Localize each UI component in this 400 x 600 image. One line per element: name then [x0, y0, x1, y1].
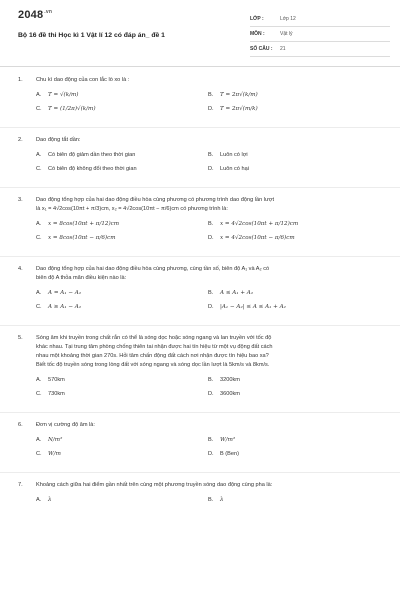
option-row	[36, 220, 390, 234]
question-text: Sóng âm khi truyền trong chất rắn có thể là sóng dọc hoặc sóng ngang và lan truyền với tốc độ	[36, 335, 272, 341]
question-spacer	[0, 128, 400, 136]
option-text: 730km	[48, 391, 65, 397]
options	[36, 289, 390, 317]
question-text: Đơn vị cường độ âm là:	[36, 422, 95, 428]
question-text: Dao động tắt dần:	[36, 137, 81, 143]
question-line	[18, 343, 390, 352]
option-letter: A.	[36, 290, 42, 296]
question-line	[18, 205, 390, 214]
question-spacer	[0, 473, 400, 481]
question-text: là x₁ = 4√2cos(10πt + π/3)cm, x₂ = 4√2cos(10πt − π/6)cm có phương trình là:	[36, 206, 228, 212]
options	[36, 376, 390, 404]
meta-value: 21	[280, 46, 286, 52]
question-number	[18, 205, 36, 214]
answer-option[interactable]	[36, 220, 208, 234]
question-spacer	[0, 413, 400, 421]
option-row	[36, 91, 390, 105]
option-letter: A.	[36, 497, 42, 503]
answer-option[interactable]	[36, 91, 208, 105]
option-row	[36, 376, 390, 390]
question-text: Dao động tổng hợp của hai dao động điều hòa cùng phương, cùng tần số, biên độ A₁ và A₂ có	[36, 266, 270, 272]
question-spacer	[0, 119, 400, 127]
options	[36, 91, 390, 119]
question-spacer	[0, 404, 400, 412]
option-letter: B.	[208, 92, 214, 98]
options	[36, 436, 390, 464]
option-row	[36, 105, 390, 119]
option-letter: D.	[208, 391, 214, 397]
option-row	[36, 450, 390, 464]
option-letter: A.	[36, 377, 42, 383]
question-spacer	[0, 317, 400, 325]
question-spacer	[0, 179, 400, 187]
question-spacer	[0, 464, 400, 472]
option-text: λ	[220, 497, 224, 503]
option-row	[36, 234, 390, 248]
question-line	[18, 421, 390, 430]
meta-row-class	[250, 12, 390, 27]
question-item	[18, 334, 390, 404]
answer-option[interactable]	[208, 220, 380, 234]
answer-option[interactable]	[208, 165, 380, 179]
option-text: 3600km	[220, 391, 240, 397]
meta-row-count	[250, 42, 390, 57]
option-row	[36, 436, 390, 450]
question-list	[0, 76, 400, 510]
question-text: Dao động tổng hợp của hai dao động điều hòa cùng phương có phương trình dao động lần lượt	[36, 197, 275, 203]
answer-option[interactable]	[208, 234, 380, 248]
option-letter: D.	[208, 235, 214, 241]
meta-table	[250, 12, 390, 57]
option-letter: D.	[208, 304, 214, 310]
option-text: T = (1/2π)√(k/m)	[48, 106, 96, 112]
question-line	[18, 334, 390, 343]
question-number: 4.	[18, 266, 23, 272]
site-logo[interactable]	[18, 9, 52, 21]
answer-option[interactable]	[36, 436, 208, 450]
question-number	[18, 274, 36, 283]
option-text: Có biên độ giảm dần theo thời gian	[48, 152, 136, 158]
answer-option[interactable]	[208, 91, 380, 105]
answer-option[interactable]	[36, 496, 208, 510]
option-text: W/m	[48, 451, 61, 457]
option-text: Luôn có lợi	[220, 152, 248, 158]
option-letter: A.	[36, 437, 42, 443]
question-spacer	[0, 326, 400, 334]
answer-option[interactable]	[36, 303, 208, 317]
option-row	[36, 390, 390, 404]
answer-option[interactable]	[36, 390, 208, 404]
answer-option[interactable]	[36, 165, 208, 179]
question-number: 5.	[18, 335, 23, 341]
question-number: 2.	[18, 137, 23, 143]
option-row	[36, 496, 390, 510]
question-line	[18, 352, 390, 361]
option-letter: D.	[208, 166, 214, 172]
question-number: 3.	[18, 197, 23, 203]
question-number	[18, 352, 36, 361]
answer-option[interactable]	[36, 105, 208, 119]
option-text: T = √(k/m)	[48, 92, 79, 98]
answer-option[interactable]	[36, 376, 208, 390]
option-letter: B.	[208, 497, 214, 503]
option-text: Luôn có hại	[220, 166, 249, 172]
option-text: A ≥ A₁ − A₂	[48, 304, 82, 310]
question-line	[18, 136, 390, 145]
question-line	[18, 274, 390, 283]
meta-key: MÔN :	[250, 31, 265, 37]
document-title: Bộ 16 đề thi Học kì 1 Vật lí 12 có đáp án_ đề 1	[18, 32, 165, 39]
question-item	[18, 421, 390, 464]
question-number	[18, 343, 36, 352]
question-spacer	[0, 248, 400, 256]
option-text: Có biên độ không đổi theo thời gian	[48, 166, 137, 172]
options	[36, 496, 390, 510]
question-item	[18, 136, 390, 179]
option-letter: C.	[36, 304, 42, 310]
answer-option[interactable]	[36, 151, 208, 165]
meta-key: LỚP :	[250, 16, 264, 22]
option-text: λ	[48, 497, 52, 503]
question-item	[18, 76, 390, 119]
question-line	[18, 265, 390, 274]
option-letter: B.	[208, 377, 214, 383]
answer-option[interactable]	[208, 303, 380, 317]
option-letter: C.	[36, 451, 42, 457]
page-header	[0, 0, 400, 62]
answer-option[interactable]	[208, 105, 380, 119]
options	[36, 220, 390, 248]
question-spacer	[0, 257, 400, 265]
option-letter: B.	[208, 437, 214, 443]
option-text: T = 2π√(m/k)	[220, 106, 258, 112]
question-spacer	[0, 188, 400, 196]
option-text: 570km	[48, 377, 65, 383]
option-letter: A.	[36, 152, 42, 158]
meta-value: Lớp 12	[280, 16, 296, 22]
options	[36, 151, 390, 179]
question-number: 7.	[18, 482, 23, 488]
option-row	[36, 303, 390, 317]
option-text: A = A₁ − A₂	[48, 290, 82, 296]
question-line	[18, 481, 390, 490]
option-text: 3200km	[220, 377, 240, 383]
option-row	[36, 165, 390, 179]
answer-option[interactable]	[208, 390, 380, 404]
question-text: Khoảng cách giữa hai điểm gần nhất trên cùng một phương truyền sóng dao động cùng pha là:	[36, 482, 273, 488]
option-text: x = 4√2cos(10πt + π/12)cm	[220, 221, 299, 227]
option-text: x = 8cos(10πt + π/12)cm	[48, 221, 120, 227]
option-letter: B.	[208, 290, 214, 296]
option-letter: C.	[36, 166, 42, 172]
option-text: A ≤ A₁ + A₂	[220, 290, 254, 296]
option-text: W/m²	[220, 437, 236, 443]
answer-option[interactable]	[208, 151, 380, 165]
option-text: x = 8cos(10πt − π/6)cm	[48, 235, 116, 241]
question-item	[18, 196, 390, 248]
option-letter: B.	[208, 152, 214, 158]
option-letter: A.	[36, 221, 42, 227]
answer-option[interactable]	[36, 450, 208, 464]
question-number: 1.	[18, 77, 23, 83]
answer-option[interactable]	[36, 289, 208, 303]
option-row	[36, 151, 390, 165]
option-letter: B.	[208, 221, 214, 227]
answer-option[interactable]	[208, 496, 380, 510]
question-number	[18, 361, 36, 370]
meta-key: SỐ CÂU :	[250, 46, 273, 52]
answer-option[interactable]	[36, 234, 208, 248]
option-letter: C.	[36, 391, 42, 397]
meta-value: Vật lý	[280, 31, 293, 37]
option-text: T = 2π√(k/m)	[220, 92, 258, 98]
question-text: nhau một khoảng thời gian 270s. Hỏi tâm chấn động đất cách nơi nhận được tín hiệu bao xa?	[36, 353, 269, 359]
option-letter: D.	[208, 451, 214, 457]
answer-option[interactable]	[208, 450, 380, 464]
option-text: B (Ben)	[220, 451, 239, 457]
option-text: x = 4√2cos(10πt − π/6)cm	[220, 235, 295, 241]
question-item	[18, 265, 390, 317]
question-line	[18, 361, 390, 370]
logo-main: 2048	[18, 9, 44, 21]
option-letter: C.	[36, 106, 42, 112]
question-item	[18, 481, 390, 510]
option-text: |A₁ − A₂| ≤ A ≤ A₁ + A₂	[220, 304, 286, 310]
question-line	[18, 76, 390, 85]
answer-option[interactable]	[208, 289, 380, 303]
option-letter: C.	[36, 235, 42, 241]
question-line	[18, 196, 390, 205]
question-text: Biết tốc độ truyền sóng trong lòng đất với sóng ngang và sóng dọc lần lượt là 5km/s và 8km/s.	[36, 362, 270, 368]
answer-option[interactable]	[208, 376, 380, 390]
question-text: biên độ A thỏa mãn điều kiện nào là:	[36, 275, 127, 281]
question-number: 6.	[18, 422, 23, 428]
logo-tld: .vn	[44, 9, 53, 15]
option-letter: D.	[208, 106, 214, 112]
option-text: N/m²	[48, 437, 63, 443]
question-text: khác nhau. Tại trung tâm phòng chống thiên tai nhận được hai tín hiệu từ một vụ động đất cách	[36, 344, 273, 350]
question-text: Chu kì dao động của con lắc lò xo là :	[36, 77, 130, 83]
answer-option[interactable]	[208, 436, 380, 450]
option-letter: A.	[36, 92, 42, 98]
option-row	[36, 289, 390, 303]
header-divider	[0, 66, 400, 67]
meta-row-subject	[250, 27, 390, 42]
